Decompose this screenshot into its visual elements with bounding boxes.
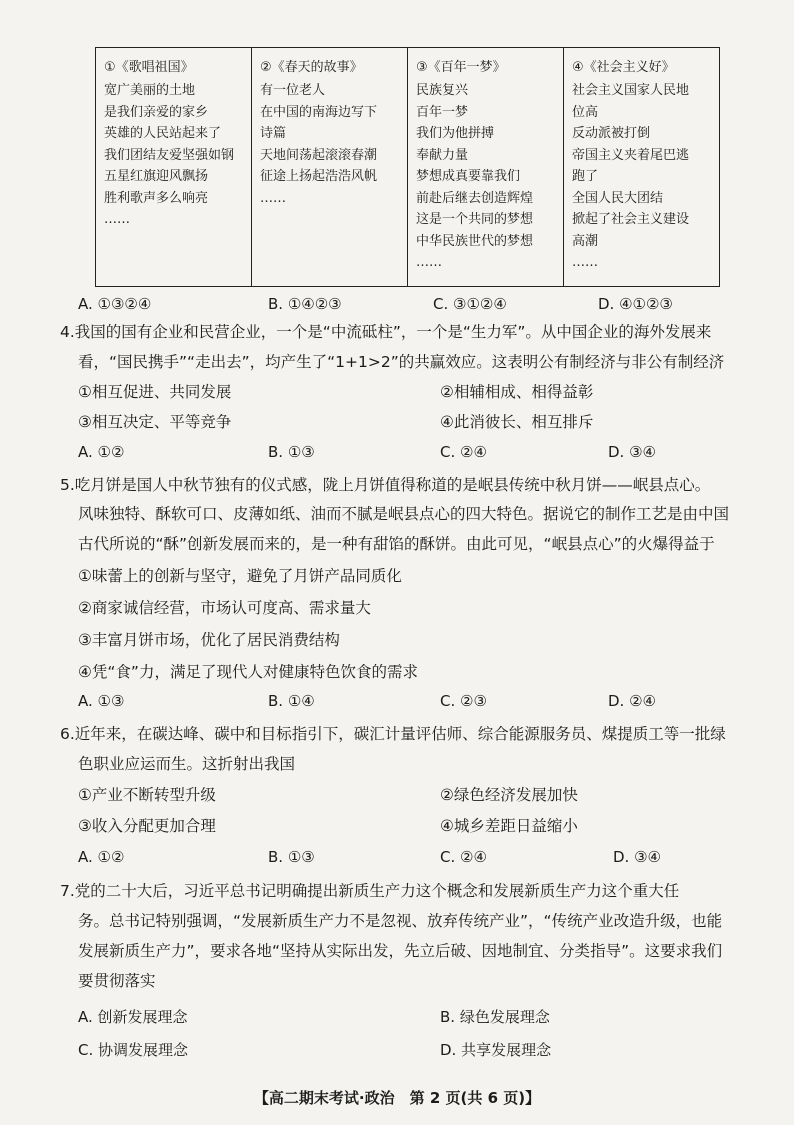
q6-stem-line: 6.近年来，在碳达峰、碳中和目标指引下，碳汇计量评估师、综合能源服务员、煤提质工等一批绿 <box>60 725 726 743</box>
option-d[interactable]: D. ③④ <box>608 443 656 461</box>
q5-stem-line: 古代所说的“酥”创新发展而来的，是一种有甜馅的酥饼。由此可见，“岷县点心”的火爆得益于 <box>78 535 715 553</box>
poem-line: 帝国主义夹着尾巴逃 <box>572 147 690 163</box>
poem-title: ③《百年一梦》 <box>416 60 506 75</box>
option-b[interactable]: B. ①③ <box>268 443 315 461</box>
poem-title: ①《歌唱祖国》 <box>104 60 194 75</box>
poem-line: 民族复兴 <box>416 83 469 98</box>
poem-line: 英雄的人民站起来了 <box>104 126 222 141</box>
q5-choice: ①味蕾上的创新与坚守，避免了月饼产品同质化 <box>78 567 402 585</box>
q7-options-row-1 <box>78 1003 718 1031</box>
q5-choice: ③丰富月饼市场，优化了居民消费结构 <box>78 631 340 649</box>
q6-options <box>78 843 718 871</box>
q7-stem-line: 要贯彻落实 <box>78 972 156 990</box>
poem-line: 是我们亲爱的家乡 <box>104 104 209 120</box>
poem-title: ②《春天的故事》 <box>260 60 363 75</box>
poem-line: 我们为他拼搏 <box>416 126 495 141</box>
option-b[interactable]: B. ①④②③ <box>268 295 342 313</box>
q6-choice: ②绿色经济发展加快 <box>440 786 578 804</box>
q6-choice: ④城乡差距日益缩小 <box>440 817 578 835</box>
q5-options <box>78 687 718 715</box>
poem-line: 掀起了社会主义建设 <box>572 212 690 227</box>
option-a[interactable]: A. 创新发展理念 <box>78 1008 188 1026</box>
option-a[interactable]: A. ①② <box>78 848 125 866</box>
poem-line: 高潮 <box>572 233 599 249</box>
poem-line: 中华民族世代的梦想 <box>416 233 534 249</box>
option-a[interactable]: A. ①② <box>78 443 125 461</box>
q4-choice: ④此消彼长、相互排斥 <box>440 413 594 431</box>
poem-column-2 <box>252 48 408 286</box>
poem-line: 跑了 <box>572 169 599 184</box>
poem-line: 胜利歌声多么响亮 <box>104 190 209 206</box>
poem-line: 位高 <box>572 104 599 120</box>
q5-stem-line: 5.吃月饼是国人中秋节独有的仪式感，陇上月饼值得称道的是岷县传统中秋月饼——岷县点心。 <box>60 476 711 494</box>
poem-line: 反动派被打倒 <box>572 126 651 141</box>
q5-choice: ②商家诚信经营，市场认可度高、需求量大 <box>78 599 371 617</box>
poem-line: …… <box>416 255 442 270</box>
poem-line: 梦想成真要靠我们 <box>416 169 521 184</box>
q4-choice: ②相辅相成、相得益彰 <box>440 383 594 401</box>
poem-title: ④《社会主义好》 <box>572 60 675 75</box>
poem-line: 诗篇 <box>260 126 287 141</box>
poem-line: …… <box>572 255 598 270</box>
poem-line: 社会主义国家人民地 <box>572 83 690 98</box>
poem-line: 这是一个共同的梦想 <box>416 212 534 227</box>
poem-line: 奉献力量 <box>416 147 469 163</box>
q7-stem-line: 务。总书记特别强调，“发展新质生产力不是忽视、放弃传统产业”，“传统产业改造升级，也能 <box>78 912 723 930</box>
q4-stem-line: 看，“国民携手”“走出去”，均产生了“1+1>2”的共赢效应。这表明公有制经济与非公有制经济 <box>78 353 725 371</box>
poem-line: 在中国的南海边写下 <box>260 104 378 120</box>
q4-choice: ③相互决定、平等竞争 <box>78 413 232 431</box>
option-d[interactable]: D. ③④ <box>613 848 661 866</box>
q6-choice: ①产业不断转型升级 <box>78 786 216 804</box>
q5-choice: ④凭“食”力，满足了现代人对健康特色饮食的需求 <box>78 663 418 681</box>
poem-line: 天地间荡起滚滚春潮 <box>260 147 378 163</box>
option-c[interactable]: C. ②③ <box>440 692 487 710</box>
option-a[interactable]: A. ①③②④ <box>78 295 152 313</box>
q7-options-row-2 <box>78 1036 718 1064</box>
poem-line: 前赴后继去创造辉煌 <box>416 190 534 206</box>
page-footer: 【高二期末考试·政治 第 2 页(共 6 页)】 <box>253 1089 541 1107</box>
q5-stem-line: 风味独特、酥软可口、皮薄如纸、油而不腻是岷县点心的四大特色。据说它的制作工艺是由中国 <box>78 505 730 523</box>
poem-line: 五星红旗迎风飘扬 <box>104 169 209 184</box>
option-d[interactable]: D. 共享发展理念 <box>440 1041 552 1059</box>
poem-line: 我们团结友爱坚强如钢 <box>104 147 235 163</box>
option-c[interactable]: C. ③①②④ <box>433 295 507 313</box>
option-b[interactable]: B. 绿色发展理念 <box>440 1008 550 1026</box>
poem-line: 有一位老人 <box>260 83 326 98</box>
poem-table <box>95 47 720 287</box>
poem-line: 全国人民大团结 <box>572 190 664 206</box>
poem-column-4 <box>564 48 719 286</box>
poem-line: 征途上扬起浩浩风帆 <box>260 169 378 184</box>
q4-stem-line: 4.我国的国有企业和民营企业，一个是“中流砥柱”，一个是“生力军”。从中国企业的海外发展来 <box>60 323 712 341</box>
q6-stem-line: 色职业应运而生。这折射出我国 <box>78 755 296 773</box>
option-d[interactable]: D. ④①②③ <box>598 295 673 313</box>
q6-choice: ③收入分配更加合理 <box>78 817 216 835</box>
poem-line: …… <box>260 190 286 206</box>
poem-line: 百年一梦 <box>416 104 469 120</box>
option-a[interactable]: A. ①③ <box>78 692 125 710</box>
option-c[interactable]: C. ②④ <box>440 848 487 866</box>
option-c[interactable]: C. 协调发展理念 <box>78 1041 189 1059</box>
poem-column-1 <box>96 48 252 286</box>
q7-stem-line: 发展新质生产力”，要求各地“坚持从实际出发，先立后破、因地制宜、分类指导”。这要求我们 <box>78 942 723 960</box>
option-b[interactable]: B. ①④ <box>268 692 315 710</box>
q3-options <box>78 290 718 318</box>
q4-options <box>78 438 718 466</box>
option-c[interactable]: C. ②④ <box>440 443 487 461</box>
poem-line: …… <box>104 212 130 227</box>
poem-line: 宽广美丽的土地 <box>104 83 196 98</box>
q4-choice: ①相互促进、共同发展 <box>78 383 232 401</box>
option-b[interactable]: B. ①③ <box>268 848 315 866</box>
poem-column-3 <box>408 48 564 286</box>
q7-stem-line: 7.党的二十大后，习近平总书记明确提出新质生产力这个概念和发展新质生产力这个重大任 <box>60 882 680 900</box>
option-d[interactable]: D. ②④ <box>608 692 656 710</box>
